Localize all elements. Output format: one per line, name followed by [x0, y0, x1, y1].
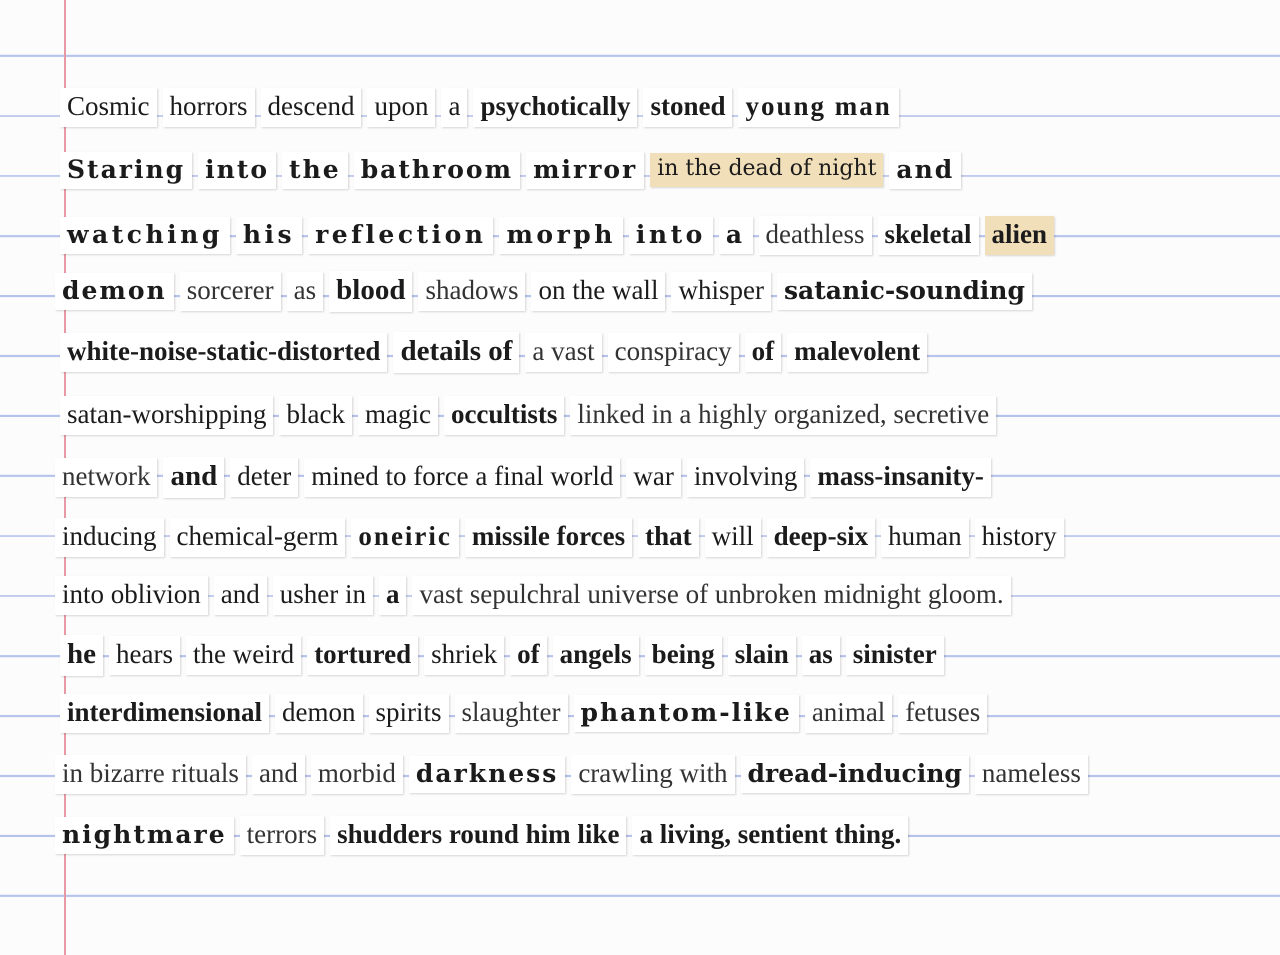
word-clipping: tortured	[307, 636, 418, 675]
word-clipping: missile forces	[465, 518, 632, 557]
word-clipping: he	[60, 635, 103, 676]
collage-line-2	[60, 148, 967, 192]
word-clipping: and	[252, 755, 305, 794]
word-clipping: linked in a highly organized, secretive	[570, 396, 996, 435]
word-clipping: chemical-germ	[170, 518, 346, 557]
word-clipping: blood	[329, 271, 412, 312]
collage-line-7	[55, 455, 997, 499]
word-clipping: hears	[109, 636, 180, 675]
collage-line-8	[55, 515, 1070, 559]
word-clipping: interdimensional	[60, 694, 269, 733]
word-clipping: involving	[687, 458, 805, 497]
word-clipping: a	[719, 217, 753, 254]
word-clipping: demon	[275, 694, 363, 733]
word-clipping: crawling with	[571, 755, 734, 794]
word-clipping: malevolent	[787, 333, 927, 372]
word-clipping: fetuses	[898, 694, 987, 733]
word-clipping: white-noise-static-distorted	[60, 333, 387, 372]
word-clipping: and	[163, 457, 224, 498]
word-clipping: nightmare	[55, 817, 234, 854]
word-clipping: magic	[358, 396, 438, 435]
word-clipping: into	[629, 217, 713, 254]
word-clipping: a	[441, 88, 467, 127]
word-clipping: horrors	[163, 88, 255, 127]
collage-line-13	[55, 813, 914, 857]
word-clipping: descend	[261, 88, 362, 127]
collage-line-5	[60, 330, 933, 374]
word-clipping: sorcerer	[180, 272, 281, 311]
word-clipping: dread-inducing	[741, 756, 969, 793]
word-clipping: mined to force a final world	[304, 458, 620, 497]
word-clipping: angels	[553, 636, 639, 675]
word-clipping: watching	[60, 217, 230, 254]
word-clipping: as	[287, 272, 324, 311]
highlighted-word-clipping: in the dead of night	[650, 153, 883, 187]
collage-line-11	[60, 691, 993, 735]
word-clipping: sinister	[846, 636, 944, 675]
collage-line-9	[55, 573, 1017, 617]
word-clipping: slaughter	[455, 694, 568, 733]
word-clipping: as	[802, 636, 840, 675]
word-clipping: shriek	[424, 636, 504, 675]
word-clipping: spirits	[369, 694, 449, 733]
word-clipping: usher in	[273, 576, 373, 615]
word-clipping: and	[214, 576, 267, 615]
word-clipping: deter	[230, 458, 298, 497]
word-clipping: a living, sentient thing.	[632, 816, 908, 855]
word-clipping: into oblivion	[55, 576, 208, 615]
word-clipping: vast sepulchral universe of unbroken midnight gloom.	[412, 576, 1010, 615]
word-clipping: shudders round him like	[330, 816, 626, 855]
word-clipping: morbid	[311, 755, 403, 794]
word-clipping: details of	[393, 332, 519, 373]
word-clipping: satan-worshipping	[60, 396, 273, 435]
word-clipping: the	[282, 152, 348, 189]
word-clipping: Staring	[60, 152, 192, 189]
word-clipping: mirror	[526, 152, 644, 189]
highlighted-word-clipping: alien	[985, 216, 1055, 255]
word-clipping: a	[379, 576, 407, 615]
word-clipping: bathroom	[354, 152, 520, 189]
word-clipping: whisper	[671, 272, 770, 311]
word-clipping: the weird	[186, 636, 301, 675]
word-clipping: network	[55, 458, 157, 497]
word-clipping: young man	[738, 88, 898, 127]
word-clipping: a vast	[525, 333, 601, 372]
word-clipping: mass-insanity-	[810, 458, 991, 497]
word-clipping: stoned	[643, 88, 732, 127]
word-clipping: will	[705, 518, 761, 557]
word-clipping: inducing	[55, 518, 164, 557]
word-clipping: skeletal	[878, 216, 979, 255]
word-clipping: in bizarre rituals	[55, 755, 246, 794]
word-clipping: nameless	[975, 755, 1088, 794]
word-clipping: human	[881, 518, 969, 557]
word-clipping: and	[889, 152, 961, 189]
word-clipping: of	[745, 333, 782, 372]
word-clipping: his	[236, 217, 302, 254]
collage-line-4	[55, 269, 1038, 313]
collage-line-1	[60, 85, 905, 129]
word-clipping: occultists	[444, 396, 564, 435]
word-clipping: history	[975, 518, 1064, 557]
collage-line-10	[60, 633, 950, 677]
word-clipping: deathless	[759, 216, 872, 255]
word-clipping: terrors	[240, 816, 324, 855]
word-clipping: of	[510, 636, 547, 675]
word-clipping: reflection	[308, 217, 493, 254]
word-clipping: oneiric	[351, 518, 458, 557]
word-clipping: being	[645, 636, 722, 675]
collage-line-6	[60, 393, 1002, 437]
word-clipping: psychotically	[473, 88, 637, 127]
collage-line-3	[60, 213, 1060, 257]
word-clipping: that	[638, 518, 699, 557]
word-clipping: morph	[499, 217, 622, 254]
word-clipping: slain	[728, 636, 796, 675]
word-clipping: shadows	[418, 272, 525, 311]
word-clipping: deep-six	[767, 518, 876, 557]
word-clipping: animal	[805, 694, 892, 733]
word-clipping: conspiracy	[608, 333, 739, 372]
word-clipping: into	[198, 152, 276, 189]
word-clipping: Cosmic	[60, 88, 157, 127]
word-clipping: on the wall	[531, 272, 665, 311]
word-clipping: black	[279, 396, 351, 435]
word-clipping: upon	[367, 88, 435, 127]
collage-line-12	[55, 752, 1094, 796]
word-clipping: demon	[55, 273, 174, 310]
word-clipping: phantom-like	[574, 695, 799, 732]
word-clipping: war	[626, 458, 680, 497]
word-clipping: satanic-sounding	[777, 273, 1032, 310]
word-clipping: darkness	[409, 756, 565, 793]
